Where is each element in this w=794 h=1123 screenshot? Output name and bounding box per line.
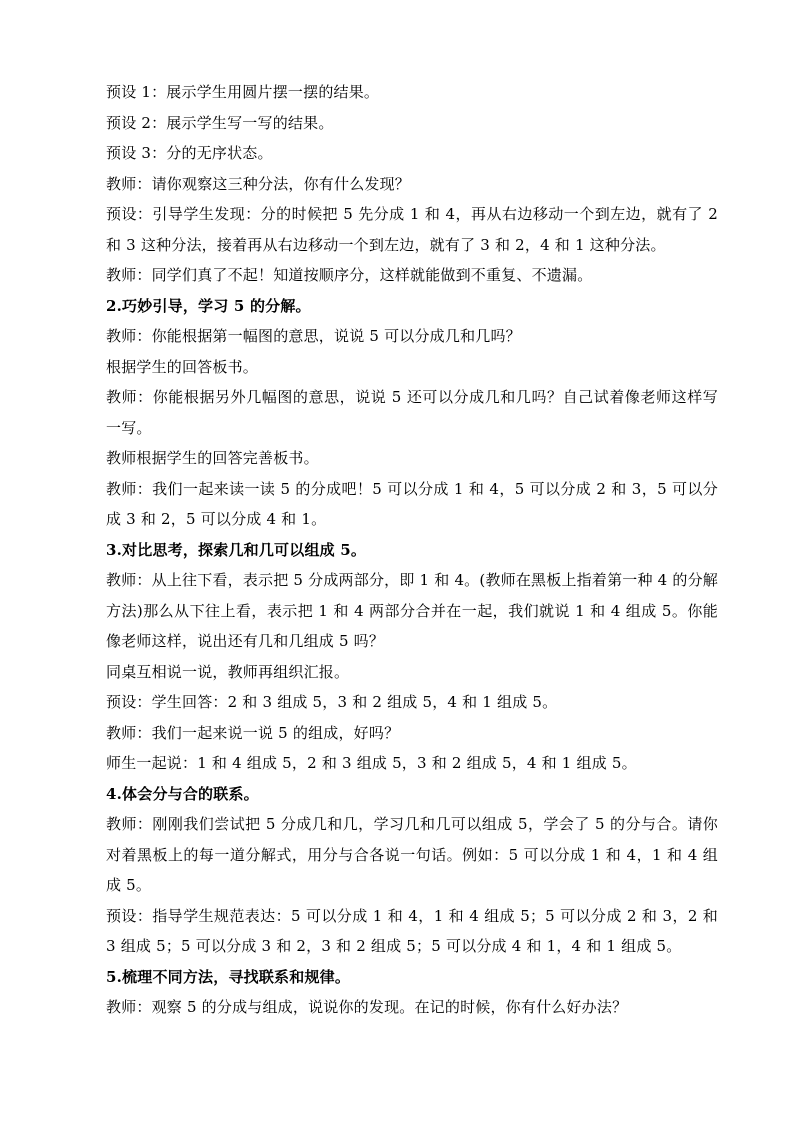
preset-standard-expression: 预设：指导学生规范表达：5 可以分成 1 和 4，1 和 4 组成 5；5 可以分成 2 和 3，2 和 3 组成 5；5 可以分成 3 和 2，3 和 2 组成 5；5 可以分成 4 和 1，4 和 1 组成 5。 bbox=[106, 906, 718, 955]
board-writing: 根据学生的回答板书。 bbox=[106, 357, 259, 376]
preset-3: 预设 3：分的无序状态。 bbox=[106, 144, 273, 162]
section-heading-2: 2.巧妙引导，学习 5 的分解。 bbox=[106, 296, 311, 315]
teacher-observe: 教师：观察 5 的分成与组成，说说你的发现。在记的时候，你有什么好办法？ bbox=[106, 998, 628, 1016]
teacher-top-down: 教师：从上往下看，表示把 5 分成两部分，即 1 和 4。(教师在黑板上指着第一种 4 的分解方法)那么从下往上看，表示把 1 和 4 两部分合并在一起，我们就说 1 和 4 组成 5。你能像老师这样，说出还有几和几组成 5 吗？ bbox=[106, 571, 718, 650]
teacher-split-merge: 教师：刚刚我们尝试把 5 分成几和几，学习几和几可以组成 5，学会了 5 的分与合。请你对着黑板上的每一道分解式，用分与合各说一句话。例如：5 可以分成 1 和 4，1 和 4 组成 5。 bbox=[106, 815, 718, 894]
preset-discovery: 预设：引导学生发现：分的时候把 5 先分成 1 和 4，再从右边移动一个到左边，就有了 2 和 3 这种分法，接着再从右边移动一个到左边，就有了 3 和 2，4 和 1 这种分法。 bbox=[106, 205, 718, 254]
board-complete: 教师根据学生的回答完善板书。 bbox=[106, 449, 319, 467]
teacher-composition: 教师：我们一起来说一说 5 的组成，好吗？ bbox=[106, 723, 400, 742]
together-say: 师生一起说：1 和 4 组成 5，2 和 3 组成 5，3 和 2 组成 5，4 和 1 组成 5。 bbox=[106, 754, 637, 772]
preset-2: 预设 2：展示学生写一写的结果。 bbox=[106, 113, 334, 132]
teacher-praise: 教师：同学们真了不起！知道按顺序分，这样就能做到不重复、不遗漏。 bbox=[106, 266, 593, 284]
section-heading-5: 5.梳理不同方法，寻找联系和规律。 bbox=[106, 967, 351, 986]
teacher-first-picture: 教师：你能根据第一幅图的意思，说说 5 可以分成几和几吗？ bbox=[106, 327, 521, 345]
teacher-other-pictures: 教师：你能根据另外几幅图的意思，说说 5 还可以分成几和几吗？自己试着像老师这样写一写。 bbox=[106, 388, 718, 437]
preset-1: 预设 1：展示学生用圆片摆一摆的结果。 bbox=[106, 83, 380, 101]
teacher-read-together: 教师：我们一起来读一读 5 的分成吧！5 可以分成 1 和 4，5 可以分成 2 和 3，5 可以分成 3 和 2，5 可以分成 4 和 1。 bbox=[106, 479, 718, 528]
section-heading-4: 4.体会分与合的联系。 bbox=[106, 784, 259, 803]
document-page bbox=[106, 77, 718, 1023]
pair-talk: 同桌互相说一说，教师再组织汇报。 bbox=[106, 662, 350, 681]
preset-answer: 预设：学生回答：2 和 3 组成 5，3 和 2 组成 5，4 和 1 组成 5。 bbox=[106, 693, 558, 711]
teacher-question: 教师：请你观察这三种分法，你有什么发现？ bbox=[106, 174, 411, 193]
section-heading-3: 3.对比思考，探索几和几可以组成 5。 bbox=[106, 540, 367, 559]
